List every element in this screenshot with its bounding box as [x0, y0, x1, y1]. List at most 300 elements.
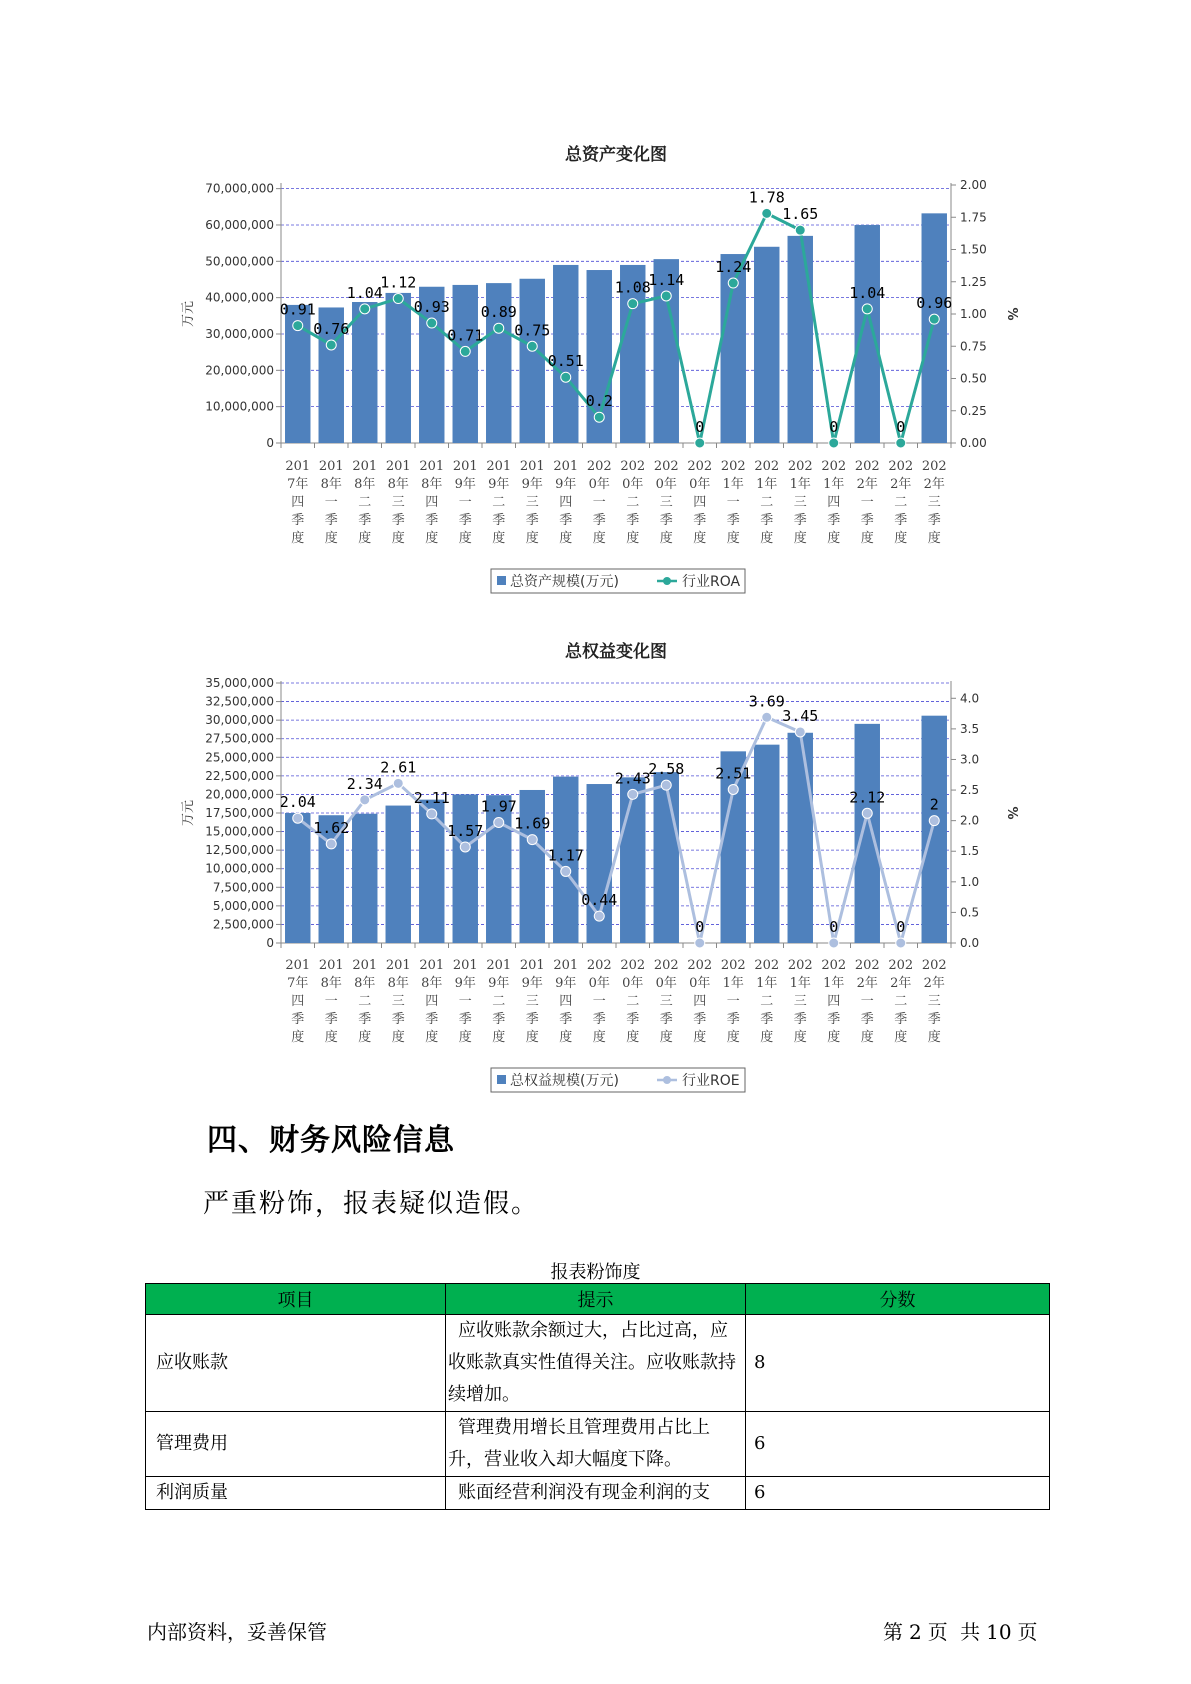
page-total: 10: [986, 1620, 1012, 1644]
x-tick-label-line: 二: [358, 994, 372, 1009]
x-tick-label-line: 202: [586, 958, 612, 973]
data-point: [393, 778, 403, 788]
x-tick-label-line: 0年: [655, 477, 677, 492]
chart-title: 总权益变化图: [565, 642, 667, 662]
data-label: 0.76: [313, 319, 350, 338]
x-tick-label-line: 度: [291, 1030, 305, 1045]
x-tick-label-line: 2年: [856, 976, 878, 991]
x-tick-label-line: 202: [620, 958, 646, 973]
y2-axis-title: %: [1004, 806, 1019, 820]
x-tick-label-line: 度: [693, 1030, 707, 1045]
table-row: [146, 1412, 1050, 1477]
x-tick-label: [486, 958, 511, 1045]
x-tick-label-line: 季: [592, 1012, 606, 1027]
x-tick-label-line: 度: [358, 531, 372, 546]
x-tick-label-line: 201: [385, 958, 411, 973]
x-tick-label-line: 0年: [588, 976, 610, 991]
x-tick-label-line: 9年: [521, 477, 543, 492]
x-tick-label-line: 度: [760, 1030, 774, 1045]
y2-tick-label: 0.50: [960, 371, 987, 386]
bar: [754, 745, 779, 943]
data-point: [460, 842, 470, 852]
data-point: [326, 839, 336, 849]
x-tick-label-line: 2年: [890, 477, 912, 492]
x-tick-label-line: 202: [720, 459, 746, 474]
x-tick-label-line: 度: [793, 531, 807, 546]
x-tick-label-line: 9年: [454, 976, 476, 991]
data-label: 2.11: [413, 788, 450, 807]
x-tick-label-line: 度: [927, 1030, 941, 1045]
y-tick-label: 12,500,000: [205, 843, 274, 858]
data-label: 1.04: [849, 283, 886, 302]
y-tick-label: 60,000,000: [205, 217, 274, 232]
y2-tick-label: 2.5: [960, 783, 980, 798]
x-tick-label-line: 季: [693, 513, 707, 528]
x-tick-label-line: 202: [787, 958, 813, 973]
data-point: [594, 911, 604, 921]
x-tick-label-line: 二: [626, 994, 640, 1009]
bar: [285, 813, 310, 943]
y-tick-label: 70,000,000: [205, 181, 274, 196]
x-tick-label-line: 202: [754, 459, 780, 474]
x-tick-label-line: 0年: [622, 477, 644, 492]
data-label: 1.12: [380, 273, 417, 292]
legend-bar-label: 总权益规模(万元): [510, 1073, 619, 1089]
x-tick-label-line: 7年: [287, 976, 309, 991]
x-tick-label-line: 季: [358, 1012, 372, 1027]
y-tick-label: 7,500,000: [212, 880, 274, 895]
y2-tick-label: 0.25: [960, 403, 987, 418]
data-label: 1.65: [782, 205, 819, 224]
x-tick-label-line: 1年: [722, 976, 744, 991]
x-tick-label-line: 四: [827, 495, 841, 510]
x-tick-label-line: 202: [888, 459, 914, 474]
x-tick-label-line: 0年: [689, 477, 711, 492]
x-tick-label: [386, 958, 411, 1045]
bar: [520, 790, 545, 943]
x-tick-label-line: 三: [793, 495, 807, 510]
x-tick-label-line: 0年: [655, 976, 677, 991]
y2-tick-label: 0.0: [960, 936, 980, 950]
x-tick-label-line: 201: [486, 459, 512, 474]
x-tick-label-line: 季: [793, 1012, 807, 1027]
table-cell-score: 6: [746, 1477, 1050, 1510]
data-label: 0.93: [413, 298, 450, 317]
x-tick-label-line: 9年: [454, 477, 476, 492]
data-label: 0.2: [585, 392, 613, 411]
page-prefix: 第: [883, 1620, 903, 1644]
x-tick-label-line: 二: [626, 495, 640, 510]
data-point: [728, 784, 738, 794]
data-label: 2.43: [614, 769, 651, 788]
data-point: [427, 809, 437, 819]
x-tick-label-line: 一: [458, 495, 472, 510]
y-tick-label: 25,000,000: [205, 750, 274, 765]
x-tick-label-line: 季: [927, 1012, 941, 1027]
x-tick-label-line: 季: [860, 1012, 874, 1027]
x-tick-label-line: 季: [860, 513, 874, 528]
x-tick-label-line: 度: [860, 1030, 874, 1045]
x-tick-label-line: 8年: [421, 477, 443, 492]
x-tick-label-line: 四: [291, 994, 305, 1009]
legend-line-label: 行业ROA: [682, 574, 741, 590]
x-tick-label: [654, 958, 679, 1045]
x-tick-label-line: 0年: [622, 976, 644, 991]
data-label: 1.14: [648, 270, 685, 289]
bar: [386, 806, 411, 943]
x-tick-label-line: 202: [653, 958, 679, 973]
x-tick-label-line: 三: [525, 994, 539, 1009]
x-tick-label-line: 季: [559, 1012, 573, 1027]
data-point: [896, 938, 906, 948]
x-tick-label-line: 201: [419, 958, 445, 973]
x-tick-label-line: 度: [626, 1030, 640, 1045]
x-tick-label-line: 202: [921, 459, 947, 474]
bar: [352, 814, 377, 943]
y2-tick-label: 1.0: [960, 874, 980, 889]
x-tick-label-line: 一: [860, 495, 874, 510]
data-label: 0.91: [279, 300, 316, 319]
x-tick-label-line: 度: [324, 1030, 338, 1045]
y-tick-label: 20,000,000: [205, 787, 274, 802]
x-tick-label-line: 季: [592, 513, 606, 528]
x-tick-label-line: 三: [391, 495, 405, 510]
x-tick-label-line: 度: [391, 531, 405, 546]
data-label: 1.24: [715, 258, 752, 277]
x-tick-label-line: 四: [425, 994, 439, 1009]
table-header-row: [146, 1284, 1050, 1315]
table-cell-item: 应收账款: [146, 1315, 446, 1412]
x-tick-label-line: 度: [425, 1030, 439, 1045]
x-tick-label-line: 202: [586, 459, 612, 474]
x-tick-label-line: 度: [592, 1030, 606, 1045]
x-tick-label-line: 201: [385, 459, 411, 474]
x-tick-label-line: 202: [687, 459, 713, 474]
y-tick-label: 5,000,000: [212, 898, 274, 913]
x-tick-label-line: 季: [659, 513, 673, 528]
x-tick-label-line: 度: [659, 531, 673, 546]
x-tick-label-line: 一: [860, 994, 874, 1009]
x-tick-label-line: 度: [860, 531, 874, 546]
page-suffix: 页: [1017, 1620, 1038, 1644]
x-tick-label-line: 一: [726, 495, 740, 510]
x-tick-label-line: 季: [626, 513, 640, 528]
table-header-score: 分数: [746, 1284, 1050, 1315]
x-tick-label-line: 季: [291, 513, 305, 528]
x-tick-label-line: 度: [425, 531, 439, 546]
x-tick-label: [553, 958, 578, 1045]
x-tick-label-line: 季: [894, 513, 908, 528]
section-text: 严重粉饰，报表疑似造假。: [203, 1189, 540, 1219]
x-tick-label-line: 二: [894, 994, 908, 1009]
x-tick-label-line: 度: [391, 1030, 405, 1045]
x-tick-label-line: 201: [318, 459, 344, 474]
x-tick-label-line: 1年: [823, 976, 845, 991]
x-tick-label-line: 201: [519, 459, 545, 474]
x-tick-label-line: 202: [921, 958, 947, 973]
x-tick-label-line: 二: [760, 495, 774, 510]
table-cell-hint: 管理费用增长且管理费用占比上升，营业收入却大幅度下降。: [446, 1412, 746, 1477]
data-point: [661, 780, 671, 790]
x-tick-label-line: 度: [726, 531, 740, 546]
x-tick-label-line: 季: [659, 1012, 673, 1027]
x-tick-label: [788, 958, 813, 1045]
x-tick-label-line: 度: [559, 1030, 573, 1045]
data-label: 1.17: [547, 846, 584, 865]
x-tick-label: [721, 958, 746, 1045]
data-label: 0.89: [480, 303, 517, 322]
x-tick-label-line: 8年: [387, 477, 409, 492]
page-current: 2: [909, 1620, 922, 1644]
x-tick-label-line: 201: [419, 459, 445, 474]
x-tick-label: [687, 958, 712, 1045]
x-tick-label-line: 季: [726, 513, 740, 528]
x-tick-label-line: 度: [592, 531, 606, 546]
x-tick-label-line: 202: [754, 958, 780, 973]
x-tick-label-line: 201: [318, 958, 344, 973]
x-tick-label-line: 度: [559, 531, 573, 546]
y2-tick-label: 2.00: [960, 178, 987, 192]
x-tick-label-line: 季: [726, 1012, 740, 1027]
y-tick-label: 0: [266, 436, 274, 450]
x-tick-label-line: 三: [525, 495, 539, 510]
x-tick-label-line: 季: [492, 1012, 506, 1027]
x-tick-label-line: 一: [458, 994, 472, 1009]
x-tick-label-line: 7年: [287, 477, 309, 492]
x-tick-label-line: 202: [821, 459, 847, 474]
x-tick-label-line: 202: [787, 459, 813, 474]
x-tick-label: [587, 958, 612, 1045]
table-cell-score: 6: [746, 1412, 1050, 1477]
y-tick-label: 10,000,000: [205, 861, 274, 876]
data-label: 0.75: [514, 321, 551, 340]
x-tick-label-line: 8年: [320, 976, 342, 991]
bar: [620, 777, 645, 943]
data-point: [527, 835, 537, 845]
x-tick-label-line: 季: [559, 513, 573, 528]
data-point: [929, 816, 939, 826]
x-tick-label-line: 季: [391, 1012, 405, 1027]
y2-tick-label: 0.5: [960, 905, 980, 920]
data-label: 1.62: [313, 818, 350, 837]
x-tick-label: [419, 958, 444, 1045]
data-point: [360, 795, 370, 805]
x-tick-label-line: 季: [525, 1012, 539, 1027]
x-tick-label-line: 一: [592, 495, 606, 510]
x-tick-label-line: 度: [726, 1030, 740, 1045]
x-tick-label-line: 季: [927, 513, 941, 528]
data-label: 1.04: [346, 283, 383, 302]
data-label: 1.57: [447, 821, 484, 840]
chart-title: 总资产变化图: [565, 145, 667, 165]
data-label: 2.04: [279, 793, 316, 812]
table-header-item: 项目: [146, 1284, 446, 1315]
x-tick-label-line: 季: [760, 513, 774, 528]
x-tick-label-line: 202: [620, 459, 646, 474]
x-tick-label-line: 度: [760, 531, 774, 546]
x-tick-label-line: 度: [693, 531, 707, 546]
bar: [855, 724, 880, 943]
data-label: 1.97: [480, 797, 517, 816]
table-cell-score: 8: [746, 1315, 1050, 1412]
x-tick-label-line: 季: [760, 1012, 774, 1027]
x-tick-label-line: 202: [854, 459, 880, 474]
data-point: [762, 712, 772, 722]
data-label: 0.96: [916, 294, 953, 313]
x-tick-label-line: 二: [358, 495, 372, 510]
y2-tick-label: 0.00: [960, 436, 987, 450]
bar: [922, 716, 947, 943]
y-tick-label: 17,500,000: [205, 806, 274, 820]
x-tick-label-line: 度: [827, 1030, 841, 1045]
x-tick-label-line: 1年: [823, 477, 845, 492]
y-tick-label: 2,500,000: [212, 917, 274, 932]
y2-tick-label: 1.25: [960, 274, 987, 289]
data-point: [695, 938, 705, 948]
y-tick-label: 50,000,000: [205, 254, 274, 269]
x-tick-label-line: 2年: [890, 976, 912, 991]
x-tick-label-line: 度: [324, 531, 338, 546]
x-tick-label-line: 202: [653, 459, 679, 474]
x-tick-label-line: 季: [358, 513, 372, 528]
x-tick-label-line: 度: [659, 1030, 673, 1045]
x-tick-label-line: 度: [525, 531, 539, 546]
x-tick-label-line: 度: [626, 531, 640, 546]
x-tick-label-line: 201: [452, 459, 478, 474]
x-tick-label-line: 季: [391, 513, 405, 528]
y-tick-label: 20,000,000: [205, 363, 274, 378]
data-label: 2.61: [380, 758, 417, 777]
x-tick-label-line: 202: [854, 958, 880, 973]
data-label: 0: [695, 918, 705, 936]
bar: [453, 794, 478, 943]
x-tick-label-line: 度: [894, 531, 908, 546]
x-tick-label-line: 二: [760, 994, 774, 1009]
y-axis-title: 万元: [181, 799, 196, 827]
x-tick-label-line: 四: [827, 994, 841, 1009]
x-tick-label-line: 0年: [689, 976, 711, 991]
x-tick-label-line: 三: [793, 994, 807, 1009]
y-axis-title: 万元: [181, 300, 196, 328]
data-label: 3.45: [782, 706, 819, 725]
x-tick-label-line: 8年: [354, 976, 376, 991]
data-label: 0.44: [581, 891, 618, 910]
x-tick-label-line: 度: [827, 531, 841, 546]
x-tick-label-line: 季: [827, 1012, 841, 1027]
x-tick-label-line: 季: [492, 513, 506, 528]
x-tick-label-line: 四: [693, 495, 707, 510]
data-point: [829, 938, 839, 948]
x-tick-label-line: 8年: [354, 477, 376, 492]
x-tick-label: [453, 958, 478, 1045]
data-label: 0: [896, 418, 906, 436]
y-tick-label: 35,000,000: [205, 676, 274, 690]
y2-tick-label: 1.50: [960, 242, 987, 257]
x-tick-label-line: 9年: [555, 477, 577, 492]
x-tick-label-line: 季: [425, 513, 439, 528]
bar: [788, 733, 813, 943]
x-tick-label-line: 季: [693, 1012, 707, 1027]
x-tick-label-line: 季: [894, 1012, 908, 1027]
x-tick-label-line: 1年: [722, 477, 744, 492]
x-tick-label-line: 8年: [421, 976, 443, 991]
y-tick-label: 30,000,000: [205, 326, 274, 341]
x-tick-label: [520, 958, 545, 1045]
x-tick-label-line: 1年: [756, 477, 778, 492]
table-row: [146, 1315, 1050, 1412]
data-label: 2.12: [849, 788, 886, 807]
x-tick-label-line: 9年: [488, 976, 510, 991]
x-tick-label-line: 四: [693, 994, 707, 1009]
x-tick-label-line: 季: [525, 513, 539, 528]
section-heading: 四、财务风险信息: [207, 1123, 455, 1158]
y2-tick-label: 1.5: [960, 844, 980, 859]
x-tick-label-line: 三: [927, 495, 941, 510]
x-tick-label-line: 二: [894, 495, 908, 510]
x-tick-label: [352, 958, 377, 1045]
data-label: 0.51: [547, 352, 584, 371]
x-tick-label-line: 1年: [789, 477, 811, 492]
x-tick-label-line: 202: [888, 958, 914, 973]
x-tick-label-line: 202: [821, 958, 847, 973]
x-tick-label-line: 1年: [756, 976, 778, 991]
x-tick-label-line: 四: [559, 994, 573, 1009]
x-tick-label-line: 一: [726, 994, 740, 1009]
y2-tick-label: 1.75: [960, 210, 987, 225]
y-tick-label: 30,000,000: [205, 713, 274, 728]
data-label: 2.51: [715, 764, 752, 783]
data-point: [494, 817, 504, 827]
data-label: 0: [695, 418, 705, 436]
x-tick-label-line: 8年: [387, 976, 409, 991]
x-tick-label-line: 度: [458, 531, 472, 546]
x-tick-label-line: 季: [626, 1012, 640, 1027]
x-tick-label-line: 季: [425, 1012, 439, 1027]
x-tick-label: [285, 958, 310, 1045]
x-tick-label-line: 0年: [588, 477, 610, 492]
y2-tick-label: 0.75: [960, 339, 987, 354]
data-label: 0: [829, 418, 839, 436]
x-tick-label-line: 201: [352, 459, 378, 474]
table-cell-hint: 账面经营利润没有现金利润的支: [446, 1477, 746, 1510]
x-tick-label-line: 季: [324, 1012, 338, 1027]
x-tick-label-line: 度: [492, 531, 506, 546]
x-tick-label-line: 季: [458, 1012, 472, 1027]
x-tick-label-line: 201: [553, 459, 579, 474]
table-cell-item: 利润质量: [146, 1477, 446, 1510]
y2-tick-label: 3.0: [960, 752, 980, 767]
x-tick-label-line: 三: [391, 994, 405, 1009]
data-point: [795, 727, 805, 737]
page-mid: 页: [927, 1620, 948, 1644]
x-tick-label-line: 9年: [488, 477, 510, 492]
x-tick-label-line: 二: [492, 495, 506, 510]
x-tick-label-line: 201: [285, 459, 311, 474]
x-tick-label: [922, 958, 947, 1045]
x-tick-label-line: 三: [659, 495, 673, 510]
data-label: 0: [896, 918, 906, 936]
x-tick-label: [888, 958, 913, 1045]
y-tick-label: 27,500,000: [205, 731, 274, 746]
x-tick-label-line: 9年: [521, 976, 543, 991]
whitewash-table: [145, 1283, 1050, 1510]
table-caption: 报表粉饰度: [550, 1262, 641, 1283]
x-tick-label-line: 度: [894, 1030, 908, 1045]
x-tick-label: [754, 958, 779, 1045]
x-tick-label-line: 8年: [320, 477, 342, 492]
x-tick-label: [620, 958, 645, 1045]
x-tick-label-line: 一: [592, 994, 606, 1009]
